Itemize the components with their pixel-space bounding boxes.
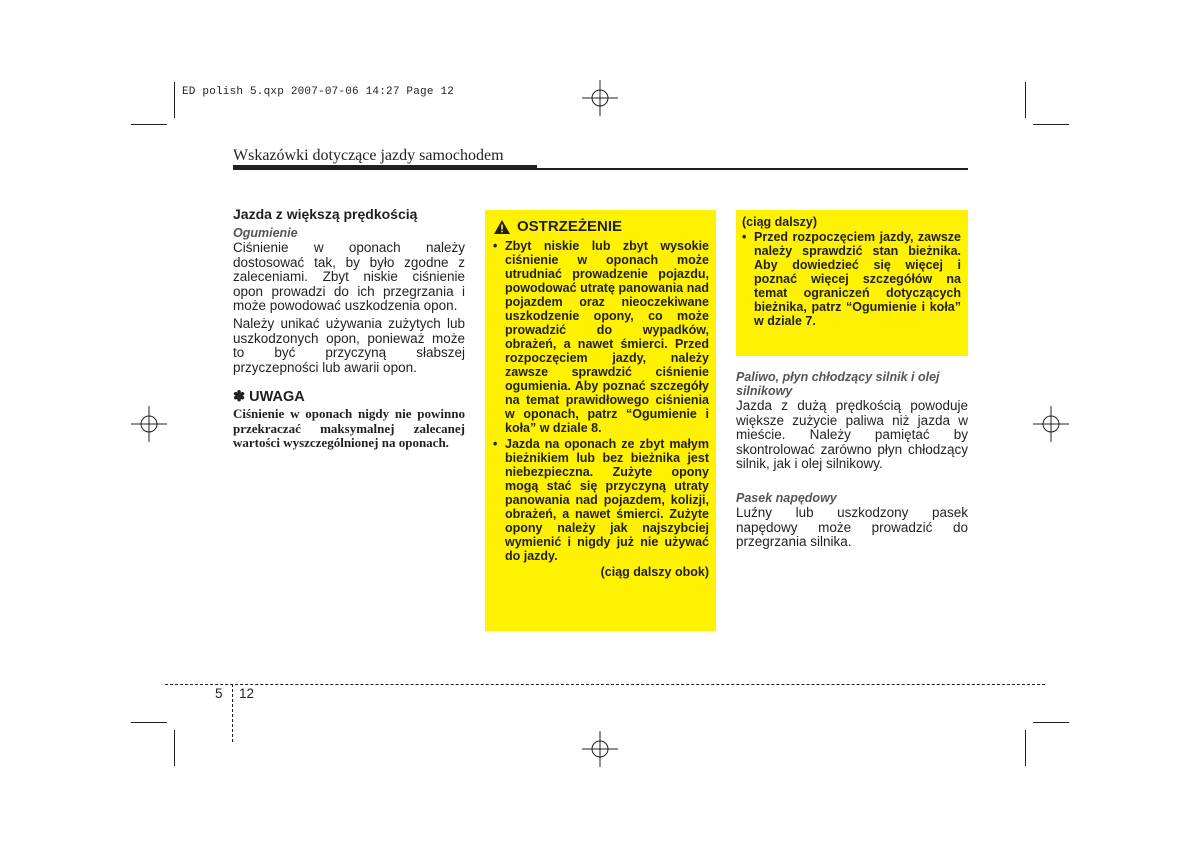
crop-mark bbox=[131, 124, 167, 125]
paragraph: Luźny lub uszkodzony pasek napędowy może prowadzić do przegrzania silnika. bbox=[736, 504, 968, 550]
list-item: • Przed rozpoczęciem jazdy, zawsze należy sprawdzić stan bieżnika. Aby dowiedzieć się więcej i poznać więcej szczegółów na temat ograniczeń dotyczących bieżnika, patrz “Ogumienie i koła” w dziale 7. bbox=[742, 230, 961, 328]
subheading: Paliwo, płyn chłodzący silnik i olej silnikowy bbox=[736, 370, 940, 398]
registration-mark-icon bbox=[582, 731, 618, 767]
footer-rule bbox=[165, 684, 1045, 685]
column-left bbox=[233, 206, 465, 450]
paragraph: Ciśnienie w oponach należy dostosować tak, by było zgodne z zaleceniami. Zbyt niskie ciśnienie opon prowadzi do ich przegrzania i może powodować uszkodzenia opon. bbox=[233, 240, 465, 314]
page-number: 12 bbox=[239, 686, 255, 701]
section-number: 5 bbox=[215, 686, 223, 701]
crop-mark bbox=[174, 730, 175, 766]
warning-title-text: OSTRZEŻENIE bbox=[517, 218, 623, 235]
warning-box-continued bbox=[736, 210, 968, 356]
print-slug: ED polish 5.qxp 2007-07-06 14:27 Page 12 bbox=[182, 86, 455, 98]
crop-mark bbox=[1033, 722, 1069, 723]
note-title: ✽ UWAGA bbox=[233, 389, 305, 406]
continued-label: (ciąg dalszy) bbox=[742, 215, 818, 229]
registration-mark-icon bbox=[1033, 406, 1069, 442]
warning-list bbox=[493, 239, 709, 563]
warning-list bbox=[742, 230, 961, 328]
crop-mark bbox=[1033, 124, 1069, 125]
registration-mark-icon bbox=[582, 80, 618, 116]
subheading: Pasek napędowy bbox=[736, 490, 837, 505]
continued-label: (ciąg dalszy obok) bbox=[600, 565, 709, 579]
crop-mark bbox=[1025, 730, 1026, 766]
crop-mark bbox=[131, 722, 167, 723]
header-rule bbox=[233, 165, 537, 170]
page-header-title: Wskazówki dotyczące jazdy samochodem bbox=[233, 147, 504, 164]
note-body: Ciśnienie w oponach nigdy nie powinno przekraczać maksymalnej zalecanej wartości wyszczególnionej na oponach. bbox=[233, 406, 465, 450]
registration-mark-icon bbox=[131, 406, 167, 442]
header-rule bbox=[537, 168, 968, 170]
section-heading: Jazda z większą prędkością bbox=[233, 206, 418, 222]
footer-divider bbox=[232, 684, 233, 742]
paragraph: Należy unikać używania zużytych lub uszkodzonych opon, ponieważ może to być przyczyną słabszej przyczepności lub awarii opon. bbox=[233, 315, 465, 375]
list-item: • Zbyt niskie lub zbyt wysokie ciśnienie w oponach może utrudniać prowadzenie pojazdu, powodować utratę panowania nad pojazdem oraz nieoczekiwane uszkodzenie opony, co może prowadzić do wypadków, obrażeń, a nawet śmierci. Przed rozpoczęciem jazdy, należy zawsze sprawdzić ciśnienie ogumienia. Aby poznać szczegóły na temat prawidłowego ciśnienia w oponach, patrz “Ogumienie i koła” w dziale 8. bbox=[493, 239, 709, 435]
list-item: • Jazda na oponach ze zbyt małym bieżnikiem lub bez bieżnika jest niebezpieczna. Zużyte opony mogą stać się przyczyną utraty panowania nad pojazdem, kolizji, obrażeń, a nawet śmierci. Zużyte opony należy jak najszybciej wymienić i nigdy już nie używać do jazdy. bbox=[493, 437, 709, 563]
column-right bbox=[736, 370, 968, 553]
subheading: Ogumienie bbox=[233, 226, 298, 240]
warning-title bbox=[493, 218, 709, 235]
paragraph: Jazda z dużą prędkością powoduje większe zużycie paliwa niż jazda w mieście. Należy pamiętać by skontrolować zarówno płyn chłodzący silnik, jak i olej silnikowy. bbox=[736, 398, 968, 472]
crop-mark bbox=[1025, 82, 1026, 118]
warning-triangle-icon bbox=[493, 219, 511, 235]
crop-mark bbox=[174, 82, 175, 118]
warning-box bbox=[485, 210, 716, 631]
